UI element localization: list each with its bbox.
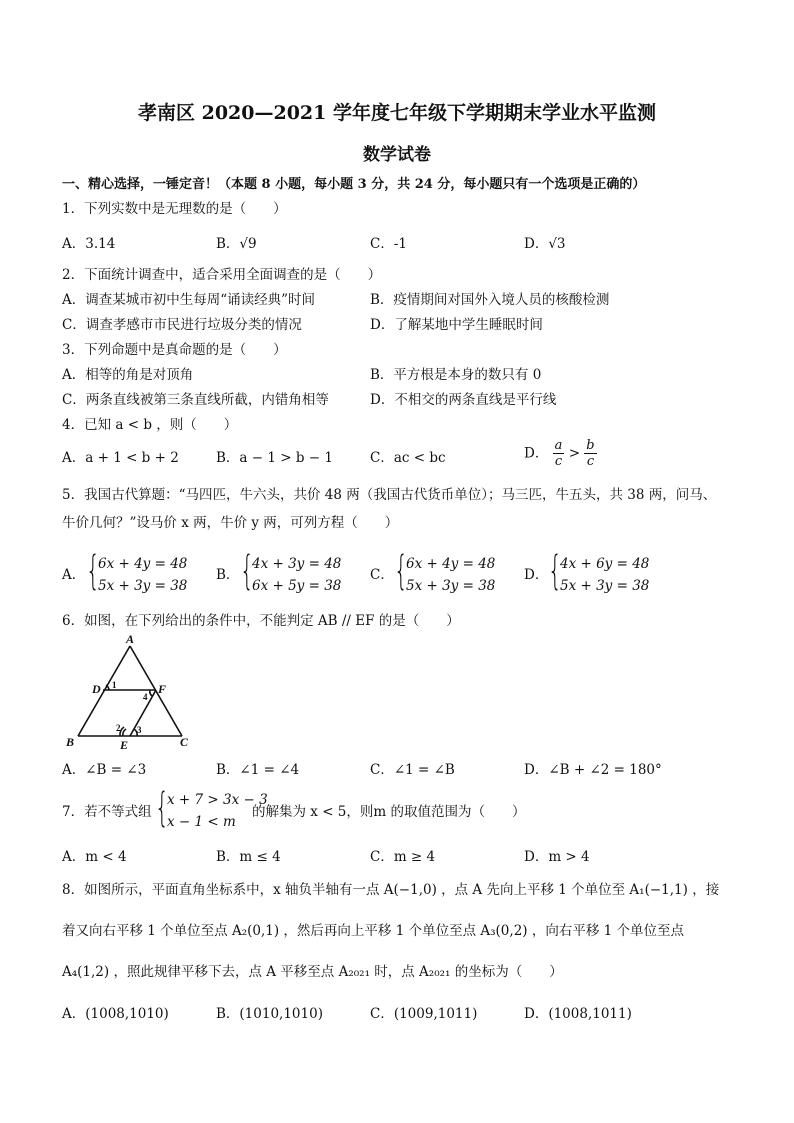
q1-stem: 1．下列实数中是无理数的是（ ）	[62, 201, 287, 217]
q3-option-d: D．不相交的两条直线是平行线	[370, 392, 557, 408]
q7-brace: {	[155, 785, 169, 831]
q5-option-c-brace: {	[394, 548, 408, 594]
frac-numerator-a: a	[554, 438, 563, 453]
fig-angle-1: 1	[112, 680, 117, 690]
q7-option-c: C．m ≥ 4	[370, 849, 436, 865]
q7-prefix: 7．若不等式组	[62, 804, 152, 820]
q5-option-a-brace: {	[86, 548, 100, 594]
q8-stem-line2: 着又向右平移 1 个单位至点 A₂(0,1) ，然后再向上平移 1 个单位至点 A₃(0,2) ，向右平移 1 个单位至点	[62, 923, 685, 939]
q5-d-eq1: 4x + 6y = 48	[560, 556, 650, 572]
q5-option-b-system	[252, 553, 341, 597]
q2-stem: 2．下面统计调查中，适合采用全面调查的是（ ）	[62, 267, 382, 283]
q5-option-d-system	[560, 553, 649, 597]
fig-label-c: C	[180, 735, 189, 749]
q2-option-b: B．疫情期间对国外入境人员的核酸检测	[370, 292, 610, 308]
q7-suffix: 的解集为 x < 5，则m 的取值范围为（ ）	[252, 804, 526, 820]
q3-stem: 3．下列命题中是真命题的是（ ）	[62, 342, 287, 358]
fig-angle-3: 3	[137, 725, 142, 735]
q5-option-d-brace: {	[548, 548, 562, 594]
q5-c-eq1: 6x + 4y = 48	[406, 556, 496, 572]
q8-stem-line3: A₄(1,2) ，照此规律平移下去，点 A 平移至点 A₂₀₂₁ 时，点 A₂₀₂₁ 的坐标为（ ）	[62, 964, 563, 980]
q2-option-a: A．调查某城市初中生每周“诵读经典”时间	[62, 292, 316, 308]
q1-option-a: A．3.14	[62, 236, 116, 252]
q4-option-b: B．a − 1 > b − 1	[216, 450, 333, 466]
fig-label-a: A	[126, 632, 135, 646]
q4-option-d-label: D．	[524, 445, 549, 462]
fig-angle-4: 4	[143, 692, 148, 702]
q7-ineq1: x + 7 > 3x − 3	[167, 792, 268, 808]
q6-option-a: A．∠B = ∠3	[62, 762, 147, 778]
q5-a-eq2: 5x + 3y = 38	[98, 578, 188, 594]
exam-subtitle: 数学试卷	[363, 145, 431, 165]
section-heading: 一、精心选择，一锤定音！（本题 8 小题，每小题 3 分，共 24 分，每小题只有一个选项是正确的）	[62, 177, 646, 192]
q5-option-a-label: A．	[62, 567, 86, 583]
q5-c-eq2: 5x + 3y = 38	[406, 578, 496, 594]
frac-numerator-b: b	[586, 438, 595, 453]
q8-option-b: B．(1010,1010)	[216, 1006, 323, 1022]
q2-option-c: C．调查孝感市市民进行垃圾分类的情况	[62, 317, 302, 333]
q2-option-d: D．了解某地中学生睡眠时间	[370, 317, 543, 333]
q5-stem-line2: 牛价几何？”设马价 x 两，牛价 y 两，可列方程（ ）	[62, 515, 399, 531]
exam-title: 孝南区 2020—2021 学年度七年级下学期期末学业水平监测	[138, 102, 656, 124]
q5-stem-line1: 5．我国古代算题：“马四匹，牛六头，共价 48 两（我国古代货币单位）；马三匹，牛五头，共 38 两，问马、	[62, 487, 717, 503]
q8-option-d: D．(1008,1011)	[524, 1006, 632, 1022]
q8-option-c: C．(1009,1011)	[370, 1006, 478, 1022]
q3-option-a: A．相等的角是对顶角	[62, 367, 194, 383]
q5-option-c-system	[406, 553, 495, 597]
q6-option-b: B．∠1 = ∠4	[216, 762, 300, 778]
fig-label-b: B	[66, 735, 75, 749]
q4-option-d	[524, 438, 597, 478]
q4-stem: 4．已知 a < b ，则（ ）	[62, 417, 238, 433]
q5-option-d-label: D．	[524, 567, 549, 583]
q7-option-b: B．m ≤ 4	[216, 849, 281, 865]
fig-label-f: F	[158, 682, 167, 696]
q5-a-eq1: 6x + 4y = 48	[98, 556, 188, 572]
q4-fraction-a-over-c	[553, 438, 565, 469]
q4-option-c: C．ac < bc	[370, 450, 446, 466]
q6-option-c: C．∠1 = ∠B	[370, 762, 455, 778]
q1-option-b: B．√9	[216, 236, 257, 252]
q5-b-eq2: 6x + 5y = 38	[252, 578, 342, 594]
q1-option-c: C．-1	[370, 236, 407, 252]
frac-denominator-c-2: c	[586, 454, 595, 469]
fig-label-e: E	[120, 738, 129, 752]
q6-stem: 6．如图，在下列给出的条件中，不能判定 AB // EF 的是（ ）	[62, 613, 460, 629]
q4-gt-sign: >	[568, 445, 580, 462]
q4-option-a: A．a + 1 < b + 2	[62, 450, 179, 466]
q1-option-d: D．√3	[524, 236, 566, 252]
q7-option-d: D．m > 4	[524, 849, 590, 865]
q3-option-c: C．两条直线被第三条直线所截，内错角相等	[62, 392, 329, 408]
q7-ineq2: x − 1 < m	[167, 814, 236, 830]
q5-option-b-label: B．	[216, 567, 240, 583]
q5-b-eq1: 4x + 3y = 48	[252, 556, 342, 572]
fig-label-d: D	[92, 682, 101, 696]
q7-option-a: A．m < 4	[62, 849, 127, 865]
q8-stem-line1: 8．如图所示，平面直角坐标系中，x 轴负半轴有一点 A(−1,0) ，点 A 先向上平移 1 个单位至 A₁(−1,1) ，接	[62, 882, 720, 898]
q6-triangle-figure	[60, 632, 200, 752]
q5-option-b-brace: {	[240, 548, 254, 594]
q6-option-d: D．∠B + ∠2 = 180°	[524, 762, 662, 778]
q8-option-a: A．(1008,1010)	[62, 1006, 169, 1022]
q5-option-a-system	[98, 553, 187, 597]
q5-d-eq2: 5x + 3y = 38	[560, 578, 650, 594]
fig-angle-2: 2	[116, 723, 121, 733]
q3-option-b: B．平方根是本身的数只有 0	[370, 367, 542, 383]
frac-denominator-c: c	[554, 454, 563, 469]
q4-fraction-b-over-c	[584, 438, 596, 469]
q5-option-c-label: C．	[370, 567, 394, 583]
